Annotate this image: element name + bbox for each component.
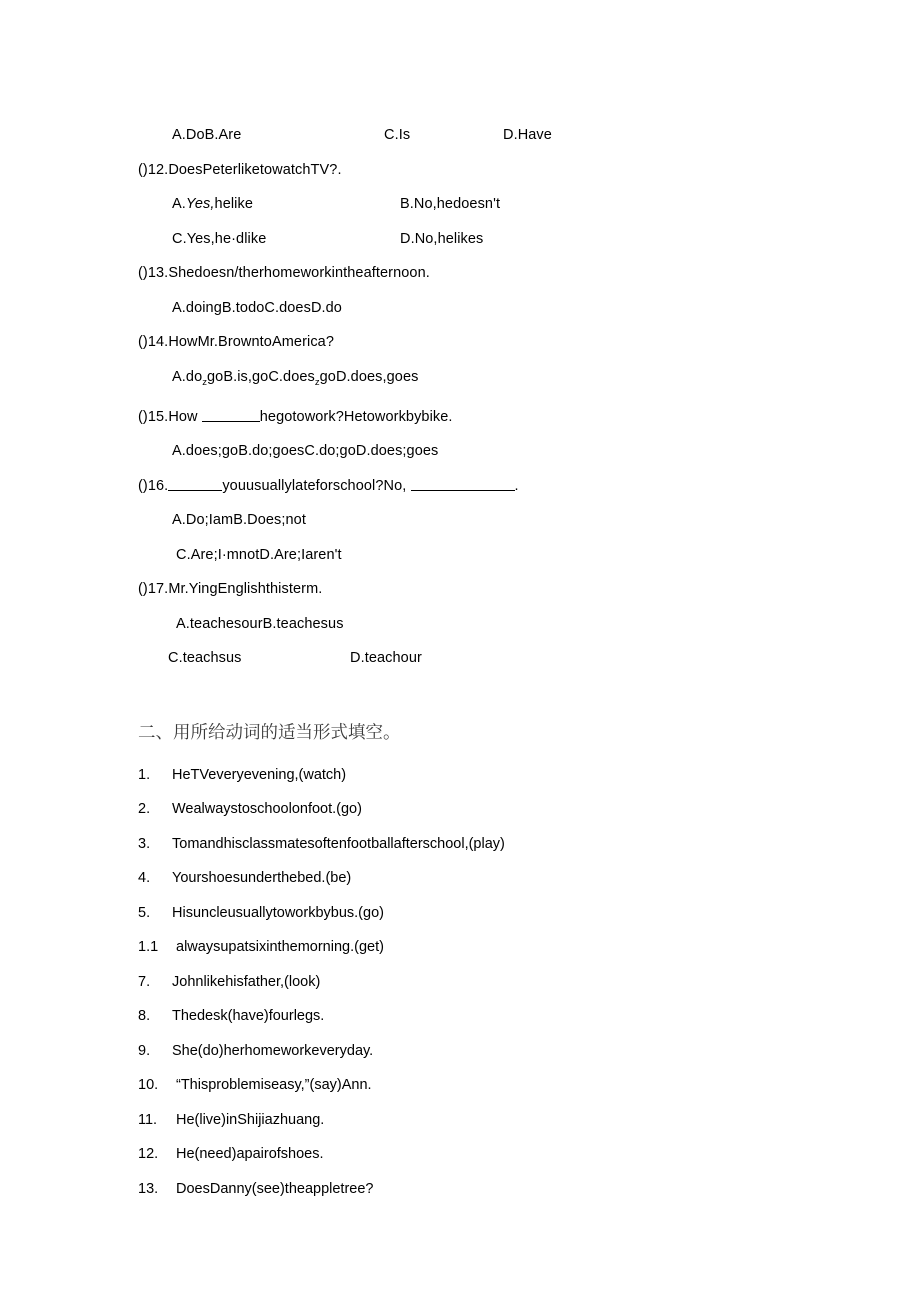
- list-item-text: Yourshoesunderthebed.(be): [172, 870, 352, 887]
- list-item-text: Tomandhisclassmatesoftenfootballafterschool,(play): [172, 835, 505, 852]
- question-12-option-a-rest: helike: [214, 196, 254, 212]
- list-item-index: 9.: [138, 1042, 151, 1059]
- question-16-stem: [0, 469, 920, 504]
- list-item: [0, 1034, 920, 1069]
- list-item-index: 7.: [138, 973, 151, 990]
- question-16-stem-prefix: ()16.: [138, 477, 169, 494]
- question-12-option-a: [172, 187, 400, 222]
- list-item-index: 10.: [138, 1077, 159, 1094]
- list-item-text: Wealwaystoschoolonfoot.(go): [172, 801, 362, 818]
- list-item-text: He(live)inShijiazhuang.: [176, 1111, 325, 1128]
- list-item: [0, 930, 920, 965]
- list-item: [0, 1137, 920, 1172]
- list-item: [0, 1068, 920, 1103]
- question-15-blank[interactable]: [202, 408, 260, 422]
- section-two-heading: 二、用所给动词的适当形式填空。: [138, 722, 401, 743]
- list-item: [0, 792, 920, 827]
- question-12-option-b: B.No,hedoesn't: [400, 196, 501, 212]
- question-14-options: [0, 360, 920, 400]
- list-item-index: 11.: [138, 1111, 158, 1128]
- list-item-index: 1.: [138, 766, 151, 783]
- question-11-option-ab: A.DoB.Are: [172, 127, 242, 143]
- list-item-text: HeTVeveryevening,(watch): [172, 766, 347, 783]
- list-item-index: 1.1: [138, 939, 159, 956]
- question-17-options-row-ab: A.teachesourB.teachesus: [176, 615, 344, 632]
- question-15-stem-suffix: hegotowork?Hetoworkbybike.: [259, 408, 453, 425]
- question-14-option-part1: A.do: [172, 368, 203, 385]
- question-15-options: A.does;goB.do;goesC.do;goD.does;goes: [172, 443, 439, 460]
- list-item-index: 13.: [138, 1180, 159, 1197]
- question-16-blank-2[interactable]: [411, 477, 515, 491]
- question-14-subscript-2: z: [314, 376, 320, 388]
- question-16-options-row-ab: A.Do;IamB.Does;not: [172, 512, 306, 529]
- list-item: [0, 999, 920, 1034]
- question-15-stem: [0, 400, 920, 435]
- list-item-index: 12.: [138, 1146, 159, 1163]
- question-13-options: A.doingB.todoC.doesD.do: [172, 299, 342, 316]
- list-item: [0, 1103, 920, 1138]
- question-14-subscript-1: z: [202, 376, 207, 388]
- question-14-stem: ()14.HowMr.BrowntoAmerica?: [138, 334, 334, 350]
- question-14-option-part2: goB.is,goC.does: [206, 368, 315, 385]
- question-15-stem-prefix: ()15.How: [138, 408, 202, 425]
- question-12-option-a-italic: Yes,: [185, 196, 215, 212]
- list-item: [0, 827, 920, 862]
- section-two-list: [0, 758, 920, 1207]
- list-item-text: He(need)apairofshoes.: [176, 1146, 324, 1163]
- question-12-option-d: D.No,helikes: [400, 230, 484, 247]
- list-item-text: She(do)herhomeworkeveryday.: [172, 1042, 374, 1059]
- question-11-option-c: C.Is: [384, 127, 411, 143]
- question-16-options-row-cd: C.Are;I·mnotD.Are;Iaren't: [176, 546, 342, 563]
- list-item: [0, 758, 920, 793]
- question-17-option-d: D.teachour: [350, 650, 422, 667]
- question-12-option-a-prefix: A.: [172, 196, 186, 212]
- list-item: [0, 861, 920, 896]
- question-16-stem-suffix: .: [514, 477, 519, 494]
- question-13-stem: ()13.Shedoesn/therhomeworkintheafternoon.: [138, 265, 430, 281]
- list-item-index: 2.: [138, 801, 151, 818]
- question-14-option-part3: goD.does,goes: [319, 368, 419, 385]
- question-12-options-row-ab: [0, 187, 920, 222]
- list-item-text: DoesDanny(see)theappletree?: [176, 1180, 374, 1197]
- question-12-options-row-cd: [0, 222, 920, 257]
- list-item-text: Thedesk(have)fourlegs.: [172, 1008, 325, 1025]
- question-12-option-c: C.Yes,he·dlike: [172, 230, 267, 247]
- question-16-blank-1[interactable]: [168, 477, 222, 491]
- question-11-option-d: D.Have: [503, 127, 552, 143]
- list-item-index: 5.: [138, 904, 151, 921]
- question-16-stem-middle: youusuallylateforschool?No,: [222, 477, 411, 494]
- list-item-text: “Thisproblemiseasy,”(say)Ann.: [176, 1077, 372, 1094]
- question-11-options-row: [0, 118, 920, 153]
- list-item-index: 8.: [138, 1008, 151, 1025]
- list-item-text: Johnlikehisfather,(look): [172, 973, 321, 990]
- question-17-option-c: C.teachsus: [168, 650, 242, 667]
- list-item: [0, 1172, 920, 1207]
- list-item-text: alwaysupatsixinthemorning.(get): [176, 939, 384, 956]
- list-item-index: 3.: [138, 835, 151, 852]
- question-12-stem: ()12.DoesPeterliketowatchTV?.: [138, 161, 342, 178]
- list-item-text: Hisuncleusuallytoworkbybus.(go): [172, 904, 384, 921]
- question-17-stem: ()17.Mr.YingEnglishthisterm.: [138, 581, 323, 598]
- question-17-options-row-cd: [0, 641, 920, 676]
- list-item-index: 4.: [138, 870, 151, 887]
- list-item: [0, 896, 920, 931]
- list-item: [0, 965, 920, 1000]
